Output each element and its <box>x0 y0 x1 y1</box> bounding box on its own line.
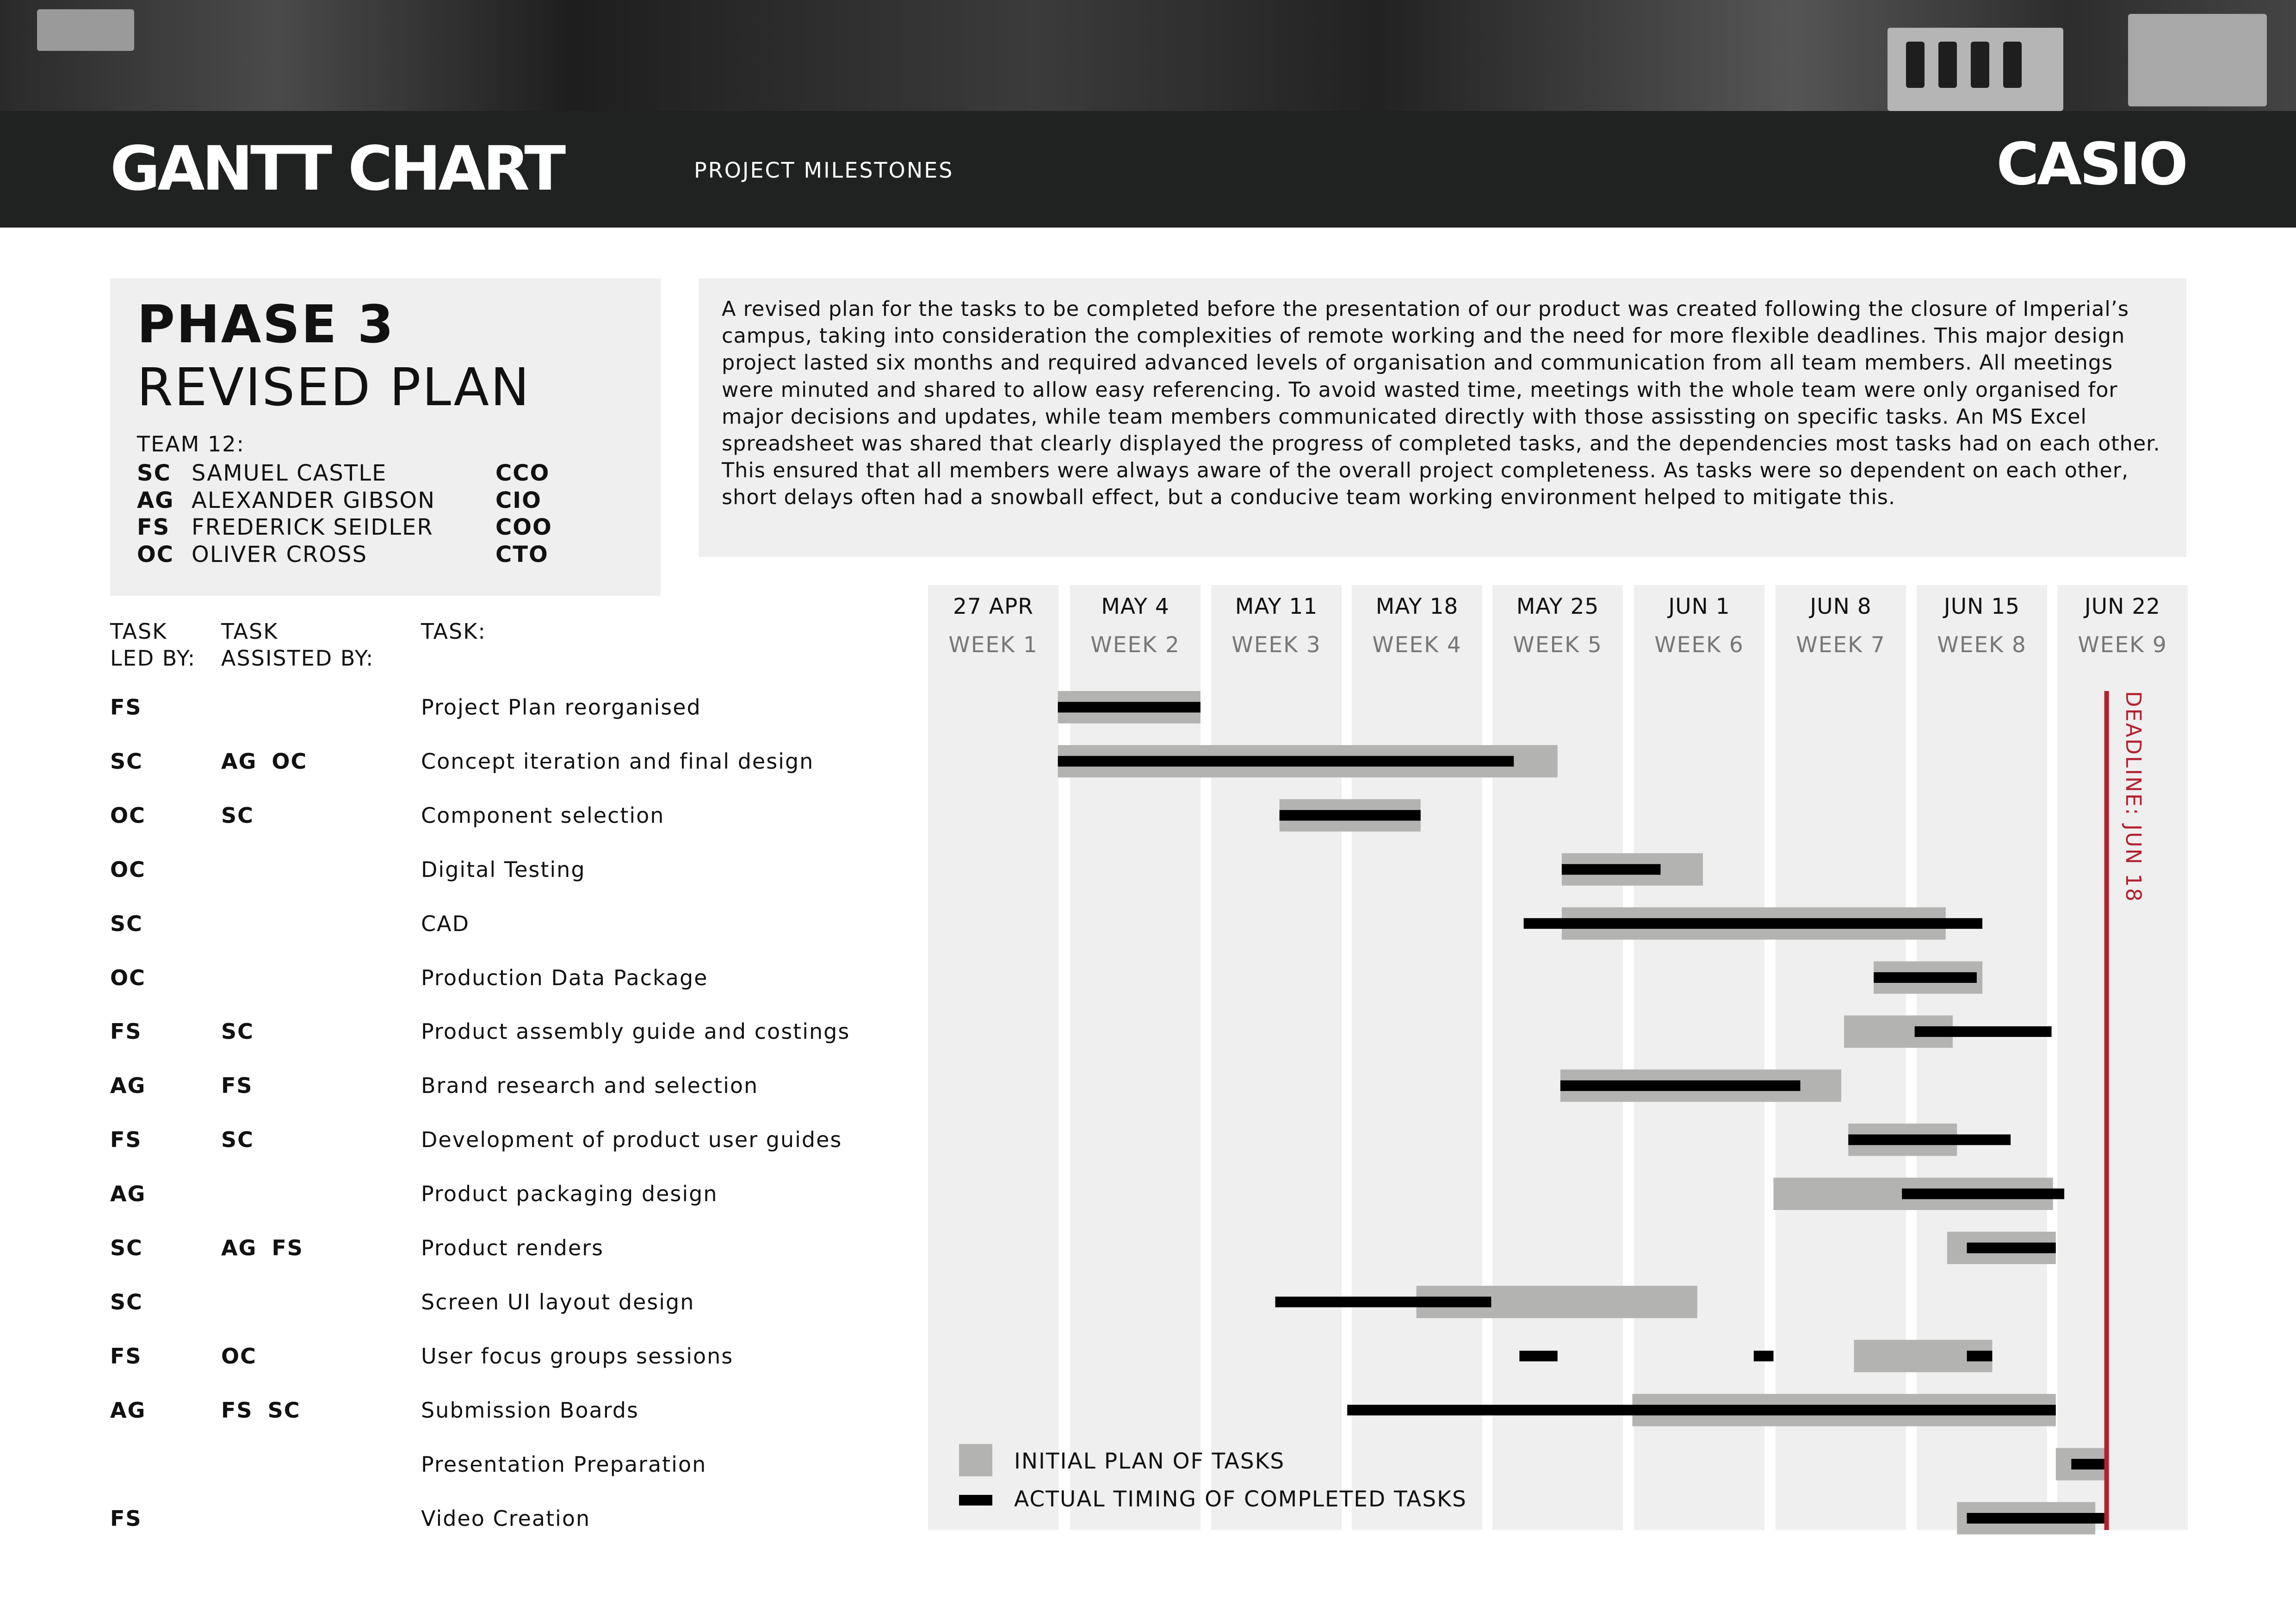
phase-title-rest: REVISED PLAN <box>137 358 531 418</box>
week-number-label: WEEK 6 <box>1654 632 1744 658</box>
task-assisted-by: OC <box>221 1343 257 1369</box>
week-number-label: WEEK 3 <box>1232 632 1321 658</box>
task-led-by: FS <box>110 1506 142 1531</box>
actual-bar <box>1562 864 1661 875</box>
task-name: Presentation Preparation <box>421 1451 707 1477</box>
task-assisted-by: SC <box>221 802 254 828</box>
task-led-by: SC <box>110 911 143 936</box>
deadline-label: DEADLINE: JUN 18 <box>2121 691 2146 903</box>
actual-bar <box>1524 918 1983 929</box>
week-column <box>1211 585 1342 1530</box>
actual-bar <box>1967 1513 2107 1524</box>
member-role: COO <box>495 514 552 540</box>
member-initials: FS <box>137 514 170 540</box>
page-title: GANTT CHART <box>110 133 563 204</box>
team-label: TEAM 12: <box>137 432 245 457</box>
task-name: Submission Boards <box>421 1397 639 1423</box>
actual-bar <box>1915 1026 2052 1037</box>
actual-bar <box>1058 702 1201 713</box>
actual-bar <box>1754 1351 1774 1361</box>
week-column <box>928 585 1058 1530</box>
actual-bar <box>1560 1080 1801 1091</box>
member-initials: OC <box>137 541 174 568</box>
week-column <box>1917 585 2047 1530</box>
task-led-by: AG <box>110 1073 146 1098</box>
actual-bar <box>1519 1351 1557 1361</box>
actual-bar <box>2071 1459 2106 1469</box>
task-led-by: OC <box>110 857 146 882</box>
week-date-label: MAY 18 <box>1375 594 1459 619</box>
task-assisted-by: FS <box>221 1073 253 1098</box>
actual-bar <box>1347 1405 2056 1415</box>
task-name: Brand research and selection <box>421 1073 759 1098</box>
member-name: OLIVER CROSS <box>192 541 368 568</box>
task-assisted-by: SC <box>221 1019 254 1044</box>
task-assisted-by: SC <box>221 1127 254 1153</box>
task-name: Production Data Package <box>421 965 708 990</box>
task-name: CAD <box>421 911 470 936</box>
legend-actual-label: ACTUAL TIMING OF COMPLETED TASKS <box>1014 1487 1467 1512</box>
week-date-label: JUN 22 <box>2084 594 2161 619</box>
week-date-label: MAY 25 <box>1516 594 1599 619</box>
actual-bar <box>1902 1189 2064 1199</box>
deadline-line <box>2104 691 2109 1530</box>
task-led-by: FS <box>110 1127 142 1153</box>
week-number-label: WEEK 2 <box>1090 632 1180 658</box>
task-name: Product renders <box>421 1235 604 1260</box>
actual-bar <box>1275 1296 1491 1307</box>
task-led-by: OC <box>110 802 146 828</box>
task-led-by: AG <box>110 1181 146 1207</box>
week-column <box>1634 585 1764 1530</box>
column-header-assisted-by: TASK ASSISTED BY: <box>221 619 374 671</box>
task-name: Product packaging design <box>421 1181 718 1207</box>
legend-planned-swatch <box>959 1444 992 1476</box>
actual-bar <box>1874 972 1977 983</box>
week-column <box>1352 585 1482 1530</box>
member-initials: SC <box>137 460 171 486</box>
task-led-by: SC <box>110 1289 143 1314</box>
task-led-by: SC <box>110 748 143 774</box>
legend-planned-label: INITIAL PLAN OF TASKS <box>1014 1449 1285 1474</box>
week-column <box>1070 585 1201 1530</box>
week-date-label: JUN 8 <box>1810 594 1872 619</box>
week-date-label: 27 APR <box>953 594 1034 619</box>
week-date-label: JUN 15 <box>1943 594 2020 619</box>
week-number-label: WEEK 8 <box>1937 632 2027 658</box>
task-assisted-by: FS SC <box>221 1397 301 1423</box>
task-name: Concept iteration and final design <box>421 748 814 774</box>
week-number-label: WEEK 7 <box>1796 632 1886 658</box>
member-role: CTO <box>495 541 549 568</box>
task-name: Project Plan reorganised <box>421 695 701 720</box>
task-name: Screen UI layout design <box>421 1289 695 1314</box>
task-assisted-by: AG OC <box>221 748 308 774</box>
task-name: Product assembly guide and costings <box>421 1019 850 1044</box>
task-name: User focus groups sessions <box>421 1343 734 1369</box>
week-number-label: WEEK 1 <box>948 632 1038 658</box>
phase-title-bold: PHASE 3 <box>137 295 395 355</box>
column-header-led-by: TASK LED BY: <box>110 619 196 671</box>
actual-bar <box>1848 1135 2011 1145</box>
task-name: Component selection <box>421 802 665 828</box>
member-name: SAMUEL CASTLE <box>192 460 387 486</box>
week-date-label: MAY 4 <box>1101 594 1170 619</box>
task-name: Video Creation <box>421 1506 591 1531</box>
task-name: Development of product user guides <box>421 1127 842 1153</box>
member-initials: AG <box>137 487 174 513</box>
week-column <box>1492 585 1623 1530</box>
project-description: A revised plan for the tasks to be completed before the presentation of our product was created following the closure of Imperial’s campus, taking into consideration the complexities of remote working and the need for more flexible deadlines. This major design project lasted six months and required advanced levels of organisation and communication from all team members. All meetings were minuted and shared to allow easy referencing. To avoid wasted time, meetings with the whole team were only organised for major decisions and updates, while team members communicated directly with those assissting on specific tasks. An MS Excel spreadsheet was shared that clearly displayed the progress of completed tasks, and the dependencies most tasks had on each other. This ensured that all members were always aware of the overall project completeness. As tasks were so dependent on each other, short delays often had a snowball effect, but a conducive team working environment helped to mitigate this. <box>722 297 2160 510</box>
task-led-by: FS <box>110 1343 142 1369</box>
member-role: CIO <box>495 487 542 513</box>
task-assisted-by: AG FS <box>221 1235 303 1260</box>
column-header-task: TASK: <box>421 619 486 644</box>
member-role: CCO <box>495 460 550 486</box>
week-column <box>1776 585 1906 1530</box>
member-name: ALEXANDER GIBSON <box>192 487 436 513</box>
actual-bar <box>1280 810 1421 821</box>
page-subtitle: PROJECT MILESTONES <box>694 158 954 183</box>
task-led-by: FS <box>110 1019 142 1044</box>
legend-actual-swatch <box>959 1495 992 1506</box>
task-led-by: FS <box>110 695 142 720</box>
week-date-label: MAY 11 <box>1235 594 1318 619</box>
actual-bar <box>1967 1351 1993 1361</box>
task-led-by: AG <box>110 1397 146 1423</box>
week-number-label: WEEK 9 <box>2078 632 2167 658</box>
member-name: FREDERICK SEIDLER <box>192 514 433 540</box>
week-date-label: JUN 1 <box>1668 594 1730 619</box>
brand-logo: CASIO <box>1996 130 2186 198</box>
task-led-by: OC <box>110 965 146 990</box>
actual-bar <box>1967 1243 2056 1253</box>
week-number-label: WEEK 4 <box>1372 632 1462 658</box>
task-led-by: SC <box>110 1235 143 1260</box>
week-number-label: WEEK 5 <box>1513 632 1603 658</box>
task-name: Digital Testing <box>421 857 586 882</box>
actual-bar <box>1058 756 1514 766</box>
